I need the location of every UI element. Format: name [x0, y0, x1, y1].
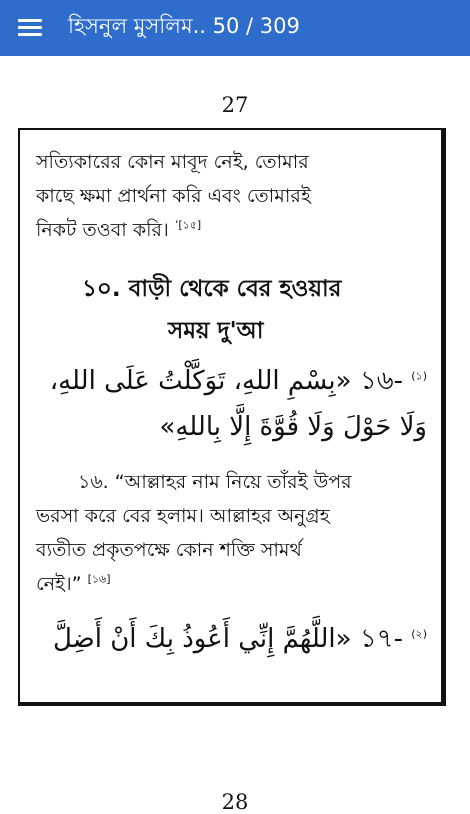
footnote-15: ’[১৫]: [174, 218, 202, 232]
app-bar: [0, 0, 470, 56]
section-heading-line-2: সময় দু'আ: [168, 318, 264, 344]
dua-16-arabic-line-1: [50, 360, 427, 404]
translation-16-line-4-text: নেই।”: [36, 573, 82, 595]
page-frame: [18, 128, 446, 706]
dua-17-arabic-text: «اللَّهُمَّ إِنِّي أَعُوذُ بِكَ أَنْ أَضِلَّ: [52, 624, 352, 654]
translation-16-line-2: ভরসা করে বের হলাম। আল্লাহর অনুগ্রহ: [36, 505, 330, 527]
dua-16-arabic-text-1: «بِسْمِ اللهِ، تَوَكَّلْتُ عَلَى اللهِ،: [49, 366, 352, 396]
dua-17-number: ১৭-: [359, 624, 403, 654]
dua-16-ref: (১): [411, 369, 427, 383]
paragraph-1-line-3-text: নিকট তওবা করি।: [36, 219, 169, 241]
dua-16-arabic-line-2: وَلَا حَوْلَ وَلَا قُوَّةَ إِلَّا بِاللهِ»: [159, 412, 427, 442]
app-title: হিসনুল মুসলিম.. 50 / 309: [68, 14, 300, 38]
dua-17-arabic-line-1: [53, 618, 427, 662]
translation-16-line-3: ব্যতীত প্রকৃতপক্ষে কোন শক্তি সামর্থ: [36, 539, 302, 561]
menu-bar-line: [18, 26, 42, 29]
book-page[interactable]: [0, 56, 470, 814]
translation-16-line-4: [36, 570, 111, 602]
page-number-top: 27: [221, 93, 249, 117]
menu-bar-line: [18, 33, 42, 36]
translation-16-line-1: ১৬. “আল্লাহর নাম নিয়ে তাঁরই উপর: [78, 471, 352, 493]
dua-16-number: ১৬-: [359, 366, 403, 396]
footnote-16: [১৬]: [87, 572, 111, 586]
menu-bar-line: [18, 19, 42, 22]
hamburger-menu-icon[interactable]: [14, 12, 46, 44]
page-number-bottom: 28: [221, 790, 249, 814]
paragraph-1-line-3: [36, 216, 201, 248]
paragraph-1-line-1: সত্যিকারের কোন মাবূদ নেই, তোমার: [36, 151, 309, 173]
section-heading-line-1: ১০. বাড়ী থেকে বের হওয়ার: [82, 276, 342, 302]
dua-17-ref: (২): [411, 627, 427, 641]
paragraph-1-line-2: কাছে ক্ষমা প্রার্থনা করি এবং তোমারই: [36, 185, 311, 207]
